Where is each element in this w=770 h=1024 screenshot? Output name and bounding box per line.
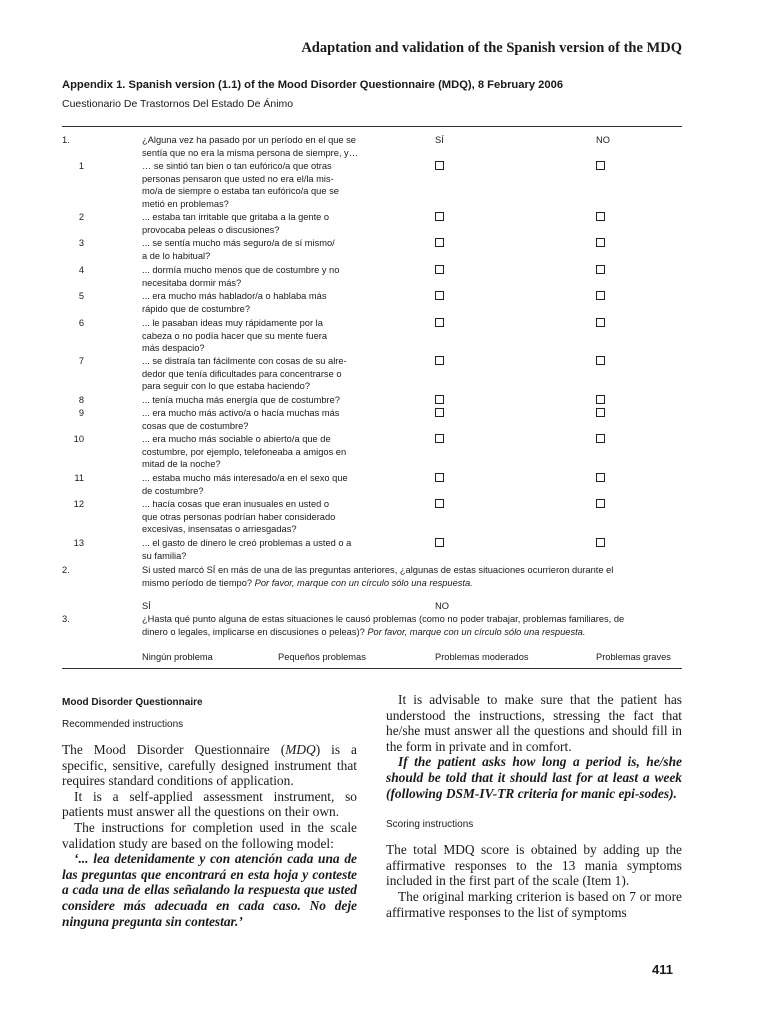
section-heading: Mood Disorder Questionnaire (62, 697, 203, 708)
item-number: 5 (78, 291, 84, 301)
table-bottom-rule (62, 668, 682, 669)
checkbox-si[interactable] (435, 291, 444, 300)
item-number: 3 (78, 238, 84, 248)
appendix-subtitle: Cuestionario De Trastornos Del Estado De Ánimo (62, 98, 294, 110)
question-2-body: Si usted marcó SÍ en más de una de las preguntas anteriores, ¿algunas de estas situaciones ocurrieron durante el mismo período de tiempo? (142, 565, 614, 588)
question-3-body: ¿Hasta qué punto alguna de estas situaciones le causó problemas (como no poder trabajar, problemas familiares, de dinero o legales, implicarse en discusiones o peleas)? (142, 614, 625, 637)
bold-paragraph: If the patient asks how long a period is, he/she should be told that it should last for at least a week (following DSM-IV-TR criteria for manic epi-sodes). (386, 754, 682, 801)
item-text: ... el gasto de dinero le creó problemas a usted o a su familia? (142, 538, 352, 561)
item-number: 9 (78, 408, 84, 418)
paragraph: The total MDQ score is obtained by adding up the affirmative responses to the 13 mania symptoms included in the first part of the scale (Item 1). (386, 842, 682, 889)
option-problemas-graves[interactable]: Problemas graves (596, 652, 671, 662)
item-text: ... estaba mucho más interesado/a en el sexo que de costumbre? (142, 473, 348, 496)
item-text: ... le pasaban ideas muy rápidamente por la cabeza o no podía hacer que su mente fuera más despacio? (142, 318, 328, 354)
checkbox-no[interactable] (596, 395, 605, 404)
checkbox-si[interactable] (435, 538, 444, 547)
item-number: 1 (78, 161, 84, 171)
checkbox-no[interactable] (596, 434, 605, 443)
checkbox-si[interactable] (435, 356, 444, 365)
left-column (62, 697, 357, 929)
item-number: 7 (78, 356, 84, 366)
checkbox-no[interactable] (596, 318, 605, 327)
option-no[interactable]: NO (435, 601, 449, 611)
checkbox-no[interactable] (596, 291, 605, 300)
checkbox-no[interactable] (596, 161, 605, 170)
checkbox-no[interactable] (596, 356, 605, 365)
paragraph: The original marking criterion is based on 7 or more affirmative responses to the list of symptoms (386, 888, 682, 920)
checkbox-si[interactable] (435, 318, 444, 327)
checkbox-si[interactable] (435, 499, 444, 508)
item-text: ... era mucho más activo/a o hacía muchas más cosas que de costumbre? (142, 408, 340, 431)
quote-paragraph: ‘... lea detenidamente y con atención cada una de las preguntas que encontrará en esta hoja y conteste a cada una de ellas señalando la respuesta que usted considere más adecuada en cada caso. No deje ninguna pregunta sin contestar.’ (62, 851, 357, 929)
item-number: 6 (78, 318, 84, 328)
item-text: ... hacía cosas que eran inusuales en usted o que otras personas podrían haber considerado excesivas, insensatas o arriesgadas? (142, 499, 336, 535)
paragraph-text: ) is a specific, sensitive, carefully designed instrument that requires standard conditions of application. (62, 742, 357, 789)
item-number: 2 (78, 212, 84, 222)
paragraph: It is advisable to make sure that the patient has understood the instructions, stressing the fact that he/she must answer all the questions and should fill in the form in private and in comfort. (386, 692, 682, 754)
page-number: 411 (652, 962, 673, 977)
column-header-si: SÍ (435, 135, 444, 145)
item-number: 12 (73, 499, 84, 509)
checkbox-no[interactable] (596, 538, 605, 547)
question-number: 3. (62, 614, 70, 624)
column-header-no: NO (596, 135, 610, 145)
item-number: 11 (74, 473, 84, 483)
checkbox-no[interactable] (596, 265, 605, 274)
paragraph: The instructions for completion used in the scale validation study are based on the following model: (62, 819, 357, 851)
option-problemas-moderados[interactable]: Problemas moderados (435, 652, 529, 662)
item-text: … se sintió tan bien o tan eufórico/a que otras personas pensaron que usted no era el/la mis- mo/a de siempre o estaba tan eufórico/a que se metió en problemas? (142, 161, 339, 210)
checkbox-si[interactable] (435, 212, 444, 221)
item-text: ... estaba tan irritable que gritaba a la gente o provocaba peleas o discusiones? (142, 212, 330, 235)
right-column (386, 692, 682, 920)
checkbox-no[interactable] (596, 499, 605, 508)
question-number: 2. (62, 565, 70, 575)
abbreviation: MDQ (285, 742, 316, 757)
checkbox-si[interactable] (435, 395, 444, 404)
item-text: ... se sentía mucho más seguro/a de sí mismo/ a de lo habitual? (142, 238, 335, 261)
checkbox-no[interactable] (596, 212, 605, 221)
paragraph: It is a self-applied assessment instrument, so patients must answer all the questions on their own. (62, 788, 357, 820)
item-number: 4 (78, 265, 84, 275)
checkbox-si[interactable] (435, 473, 444, 482)
checkbox-si[interactable] (435, 408, 444, 417)
checkbox-si[interactable] (435, 265, 444, 274)
question-1-text: ¿Alguna vez ha pasado por un período en el que se sentía que no era la misma persona de siempre, y… (142, 135, 359, 158)
checkbox-si[interactable] (435, 161, 444, 170)
item-number: 10 (73, 434, 84, 444)
option-si[interactable]: SÍ (142, 601, 151, 611)
option-ningun-problema[interactable]: Ningún problema (142, 652, 213, 662)
question-3-instruction: Por favor, marque con un círculo sólo una respuesta. (367, 626, 586, 637)
checkbox-no[interactable] (596, 408, 605, 417)
checkbox-no[interactable] (596, 238, 605, 247)
item-number: 13 (73, 538, 84, 548)
item-text: ... era mucho más sociable o abierto/a que de costumbre, por ejemplo, telefoneaba a amigos en mitad de la noche? (142, 434, 347, 470)
question-number: 1. (62, 135, 70, 145)
question-2-text (142, 564, 687, 589)
item-text: ... era mucho más hablador/a o hablaba más rápido que de costumbre? (142, 291, 327, 314)
appendix-title: Appendix 1. Spanish version (1.1) of the Mood Disorder Questionnaire (MDQ), 8 February 2006 (62, 79, 564, 91)
item-text: ... tenía mucha más energía que de costumbre? (142, 395, 340, 405)
item-text: ... se distraía tan fácilmente con cosas de su alre- dedor que tenía dificultades para concentrarse o para seguir con lo que estaba haciendo? (142, 356, 347, 392)
paragraph (62, 742, 357, 789)
checkbox-no[interactable] (596, 473, 605, 482)
checkbox-si[interactable] (435, 238, 444, 247)
paragraph-text: The Mood Disorder Questionnaire ( (62, 742, 286, 757)
question-3-text (142, 613, 687, 638)
checkbox-si[interactable] (435, 434, 444, 443)
running-head: Adaptation and validation of the Spanish version of the MDQ (301, 40, 682, 56)
option-pequenos-problemas[interactable]: Pequeños problemas (278, 652, 366, 662)
section-subheading: Recommended instructions (62, 719, 184, 730)
question-2-instruction: Por favor, marque con un círculo sólo una respuesta. (254, 577, 473, 588)
section-subheading: Scoring instructions (386, 819, 474, 831)
item-text: ... dormía mucho menos que de costumbre y no necesitaba dormir más? (142, 265, 340, 288)
item-number: 8 (78, 395, 84, 405)
